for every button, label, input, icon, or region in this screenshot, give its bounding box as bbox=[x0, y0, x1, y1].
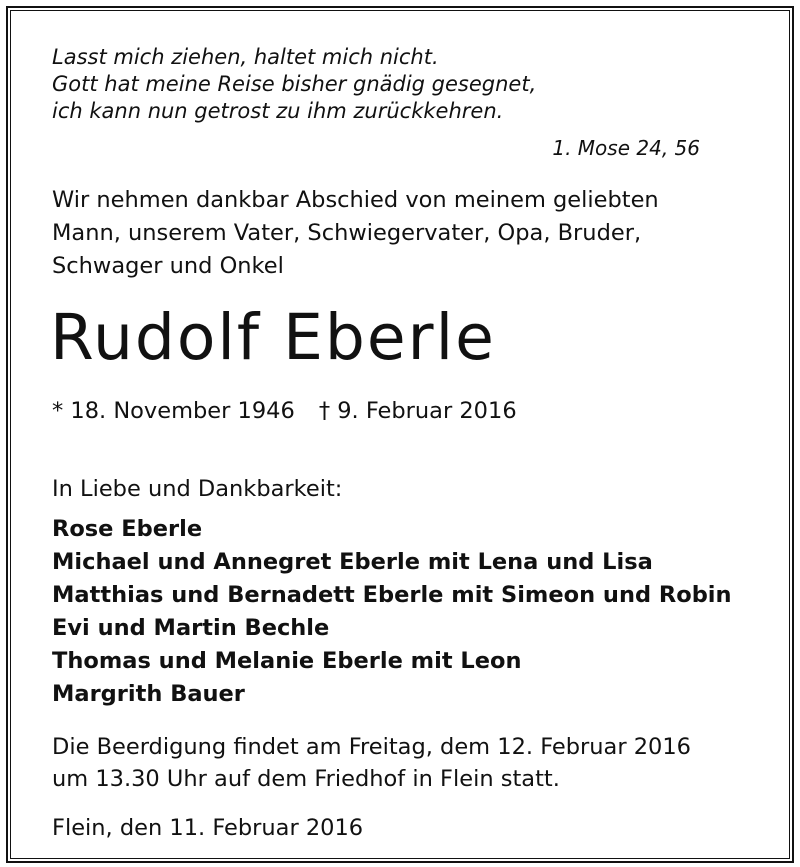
verse-line-3: ich kann nun getrost zu ihm zurückkehren. bbox=[52, 99, 504, 123]
intro-line-2: Mann, unserem Vater, Schwiegervater, Opa, Bruder, bbox=[52, 220, 642, 246]
mourners-heading: In Liebe und Dankbarkeit: bbox=[52, 476, 343, 502]
death-date: † 9. Februar 2016 bbox=[318, 398, 517, 424]
mourner-name: Michael und Annegret Eberle mit Lena und Lisa bbox=[52, 549, 653, 575]
funeral-line-2: um 13.30 Uhr auf dem Friedhof in Flein statt. bbox=[52, 766, 560, 792]
verse-reference: 1. Mose 24, 56 bbox=[552, 136, 700, 160]
place-and-date: Flein, den 11. Februar 2016 bbox=[52, 815, 364, 841]
intro-line-3: Schwager und Onkel bbox=[52, 253, 284, 279]
life-dates bbox=[52, 398, 517, 424]
verse-line-2: Gott hat meine Reise bisher gnädig gesegnet, bbox=[52, 72, 537, 96]
verse-line-1: Lasst mich ziehen, haltet mich nicht. bbox=[52, 45, 439, 69]
mourner-name: Rose Eberle bbox=[52, 516, 203, 542]
intro-line-1: Wir nehmen dankbar Abschied von meinem geliebten bbox=[52, 187, 659, 213]
mourner-name: Evi und Martin Bechle bbox=[52, 615, 330, 641]
deceased-name: Rudolf Eberle bbox=[50, 301, 496, 374]
mourner-name: Matthias und Bernadett Eberle mit Simeon und Robin bbox=[52, 582, 732, 608]
mourner-name: Margrith Bauer bbox=[52, 681, 245, 707]
mourner-name: Thomas und Melanie Eberle mit Leon bbox=[52, 648, 522, 674]
funeral-line-1: Die Beerdigung findet am Freitag, dem 12. Februar 2016 bbox=[52, 734, 691, 760]
birth-date: * 18. November 1946 bbox=[52, 398, 295, 424]
